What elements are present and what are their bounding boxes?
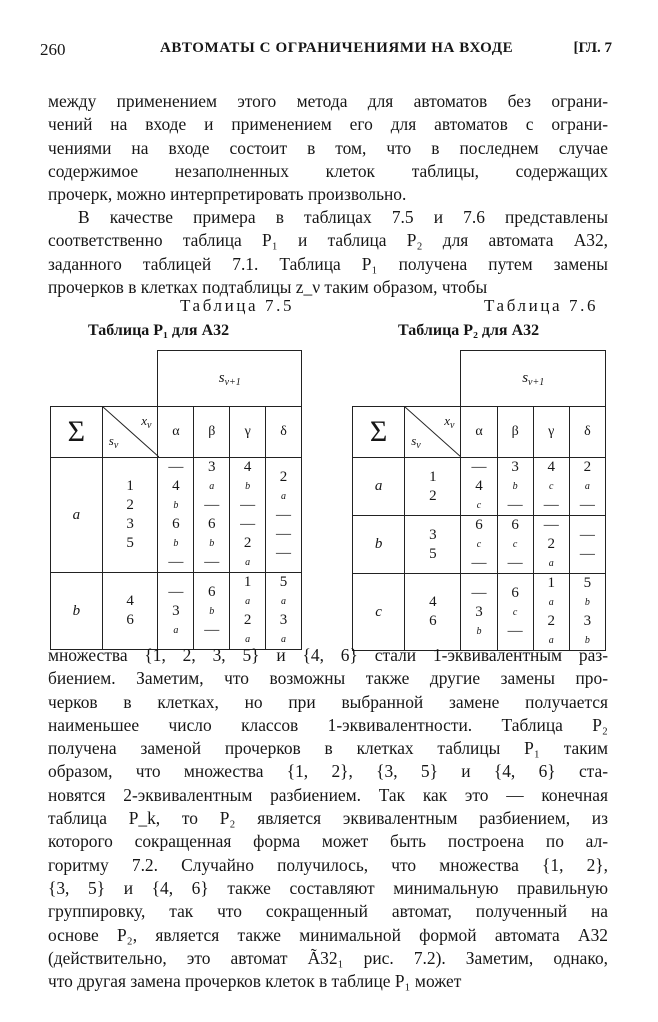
cell-value: —	[507, 622, 523, 639]
group-header: $s_{\nu+1}$	[461, 351, 606, 407]
state-list	[405, 458, 461, 516]
cell-value: —	[168, 554, 184, 570]
class-label: a	[51, 458, 103, 573]
cell-value: 6 c	[511, 517, 519, 550]
table-7-6-name: Таблица P₂ для A32	[398, 322, 540, 339]
paragraph-conclusion	[48, 644, 608, 993]
transition-cell	[230, 573, 266, 650]
column-header: α	[158, 407, 194, 458]
state-list	[102, 458, 158, 573]
transition-cell	[497, 458, 533, 516]
transition-cell	[497, 516, 533, 574]
text-line: основе P₂, является также минимальной формой автомата A32	[48, 924, 608, 945]
class-label: b	[353, 516, 405, 574]
cell-value: 6 b	[172, 516, 180, 549]
text-line: новятся 2-эквивалентным разбиением. Так как это — конечная	[48, 784, 608, 805]
table-7-5	[50, 350, 302, 650]
cell-value: 1 a	[547, 575, 556, 608]
class-label: b	[51, 573, 103, 650]
cell-value: 2 a	[243, 535, 252, 568]
text-line: что другая замена прочерков клеток в таблице P₁ может	[48, 971, 462, 992]
column-header: β	[497, 407, 533, 458]
cell-value: 3 b	[475, 603, 483, 637]
cell-value: 6 b	[208, 583, 216, 617]
text-line: чений на входе и применением его для автоматов с ограни-	[48, 114, 608, 135]
cell-value: —	[168, 459, 184, 475]
state-value: 6	[429, 613, 437, 629]
cell-value: 3 a	[279, 612, 288, 645]
group-header: $s_{\nu+1}$	[158, 351, 302, 407]
transition-cell	[533, 516, 569, 574]
transition-cell	[461, 458, 497, 516]
cell-value: 4 c	[475, 478, 483, 511]
cell-value: 2 a	[279, 468, 288, 502]
cell-value: 2 a	[583, 459, 592, 492]
text-line: содержимое незаполненных клеток таблицы, содержащих	[48, 160, 608, 181]
cell-value: 2 a	[243, 612, 252, 645]
sigma-symbol: Σ	[51, 407, 103, 458]
state-list	[405, 516, 461, 574]
cell-value: —	[276, 544, 292, 561]
text-line: множества {1, 2, 3, 5} и {4, 6} стали 1-эквивалентным раз-	[48, 645, 608, 665]
cell-value: —	[543, 497, 559, 513]
state-value: 5	[429, 545, 437, 562]
text-line: соответственно таблица P₁ и таблица P₂ для автомата A32,	[48, 230, 608, 251]
text-line: черков в клетках, но при выбранной замене получается	[48, 691, 608, 712]
transition-cell	[266, 573, 302, 650]
cell-value: 3 a	[172, 602, 180, 636]
cell-value: —	[204, 497, 220, 513]
cell-value: —	[543, 517, 559, 533]
cell-value: —	[579, 497, 595, 513]
cell-value: 6 c	[475, 517, 483, 550]
text-line: В качестве примера в таблицах 7.5 и 7.6 представлены	[78, 207, 608, 227]
cell-value: 4 b	[172, 478, 180, 511]
transition-cell	[194, 573, 230, 650]
column-header: δ	[266, 407, 302, 458]
class-label: c	[353, 574, 405, 651]
state-value: 3	[429, 526, 437, 543]
column-header: γ	[230, 407, 266, 458]
table-row	[51, 573, 302, 650]
table-7-6	[352, 350, 606, 651]
empty-corner	[353, 351, 461, 407]
cell-value: 3 b	[583, 613, 592, 646]
state-value: 5	[126, 535, 134, 551]
transition-cell	[533, 574, 569, 651]
transition-cell	[158, 573, 194, 650]
text-line: заданного таблицей 7.1. Таблица P₁ получена путем замены	[48, 253, 608, 274]
cell-value: —	[240, 516, 256, 532]
state-value: 4	[126, 593, 134, 609]
cell-value: 1 a	[243, 574, 252, 607]
chapter-marker: [ГЛ. 7	[573, 40, 612, 56]
cell-value: 4 b	[243, 459, 252, 492]
cell-value: 4 c	[547, 459, 556, 492]
paragraph-intro	[48, 90, 608, 206]
cell-value: —	[204, 554, 220, 570]
table-7-5-name: Таблица P₁ для A32	[88, 322, 230, 339]
text-line: чениями на входе состоит в том, что в последнем случае	[48, 137, 608, 158]
cell-value: —	[471, 584, 487, 601]
transition-cell	[569, 458, 605, 516]
text-line: прочерк, можно интерпретировать произвольно.	[48, 184, 407, 205]
table-row	[353, 574, 606, 651]
transition-cell	[230, 458, 266, 573]
column-header: γ	[533, 407, 569, 458]
text-line: получена заменой прочерков в клетках таблицы P₁ таким	[48, 738, 608, 759]
cell-value: —	[507, 497, 523, 513]
cell-value: 5 b	[583, 575, 592, 608]
transition-cell	[266, 458, 302, 573]
transition-cell	[497, 574, 533, 651]
state-value: 4	[429, 594, 437, 610]
column-header: δ	[569, 407, 605, 458]
text-line: которого сокращенная форма может быть построена по ал-	[48, 831, 608, 852]
group-header-row	[51, 351, 302, 407]
transition-cell	[533, 458, 569, 516]
table-row	[353, 516, 606, 574]
table-row	[51, 458, 302, 573]
state-value: 1	[126, 478, 134, 494]
transition-cell	[158, 458, 194, 573]
group-header-row	[353, 351, 606, 407]
text-line: {3, 5} и {4, 6} также составляют минимальную правильную	[48, 877, 608, 898]
running-title: АВТОМАТЫ С ОГРАНИЧЕНИЯМИ НА ВХОДЕ	[160, 40, 514, 56]
state-list	[102, 573, 158, 650]
cell-value: —	[204, 621, 220, 638]
empty-corner	[51, 351, 158, 407]
cell-value: 3 a	[208, 459, 216, 492]
column-header-row	[353, 407, 606, 458]
cell-value: 2 a	[547, 613, 556, 646]
cell-value: —	[471, 555, 487, 571]
cell-value: —	[579, 526, 595, 543]
text-line: биением. Заметим, что возможны также другие замены про-	[48, 668, 608, 689]
cell-value: —	[276, 506, 292, 523]
diagonal-header: $x_\nu$ $s_\nu$	[102, 407, 158, 458]
state-value: 2	[126, 497, 134, 513]
paragraph-example	[48, 206, 608, 299]
cell-value: 3 b	[511, 459, 519, 492]
cell-value: —	[168, 583, 184, 600]
cell-value: —	[507, 555, 523, 571]
transition-cell	[461, 516, 497, 574]
diagonal-header: $x_\nu$ $s_\nu$	[405, 407, 461, 458]
transition-cell	[569, 516, 605, 574]
sigma-symbol: Σ	[353, 407, 405, 458]
state-list	[405, 574, 461, 651]
text-line: образом, что множества {1, 2}, {3, 5} и {4, 6} ста-	[48, 761, 608, 782]
cell-value: —	[471, 459, 487, 475]
cell-value: 6 c	[511, 584, 519, 618]
column-header: α	[461, 407, 497, 458]
page-header	[40, 40, 612, 64]
state-value: 1	[429, 468, 437, 485]
cell-value: —	[240, 497, 256, 513]
cell-value: —	[579, 545, 595, 562]
table-7-6-number: Таблица 7.6	[484, 296, 599, 315]
cell-value: 2 a	[547, 536, 556, 569]
text-line: наименьшее число классов 1-эквивалентности. Таблица P₂	[48, 714, 608, 735]
state-value: 3	[126, 516, 134, 532]
cell-value: 6 b	[208, 516, 216, 549]
class-label: a	[353, 458, 405, 516]
text-line: группировку, так что сокращенный автомат, полученный на	[48, 901, 608, 922]
page-number: 260	[40, 40, 66, 59]
transition-cell	[461, 574, 497, 651]
state-value: 6	[126, 612, 134, 628]
state-value: 2	[429, 487, 437, 504]
text-line: таблица P_k, то P₂ является эквивалентным разбиением, из	[48, 808, 608, 829]
table-7-5-number: Таблица 7.5	[180, 296, 295, 315]
column-header: β	[194, 407, 230, 458]
transition-cell	[569, 574, 605, 651]
table-row	[353, 458, 606, 516]
text-line: прочерков в клетках подтаблицы z_ν таким образом, чтобы	[48, 276, 488, 297]
cell-value: —	[276, 525, 292, 542]
text-line: между применением этого метода для автоматов без ограни-	[48, 91, 608, 111]
transition-cell	[194, 458, 230, 573]
text-line: (действительно, это автомат Ã32₁ рис. 7.2). Заметим, однако,	[48, 947, 608, 968]
cell-value: 5 a	[279, 574, 288, 607]
column-header-row	[51, 407, 302, 458]
text-line: горитму 7.2. Случайно получилось, что множества {1, 2},	[48, 854, 608, 875]
